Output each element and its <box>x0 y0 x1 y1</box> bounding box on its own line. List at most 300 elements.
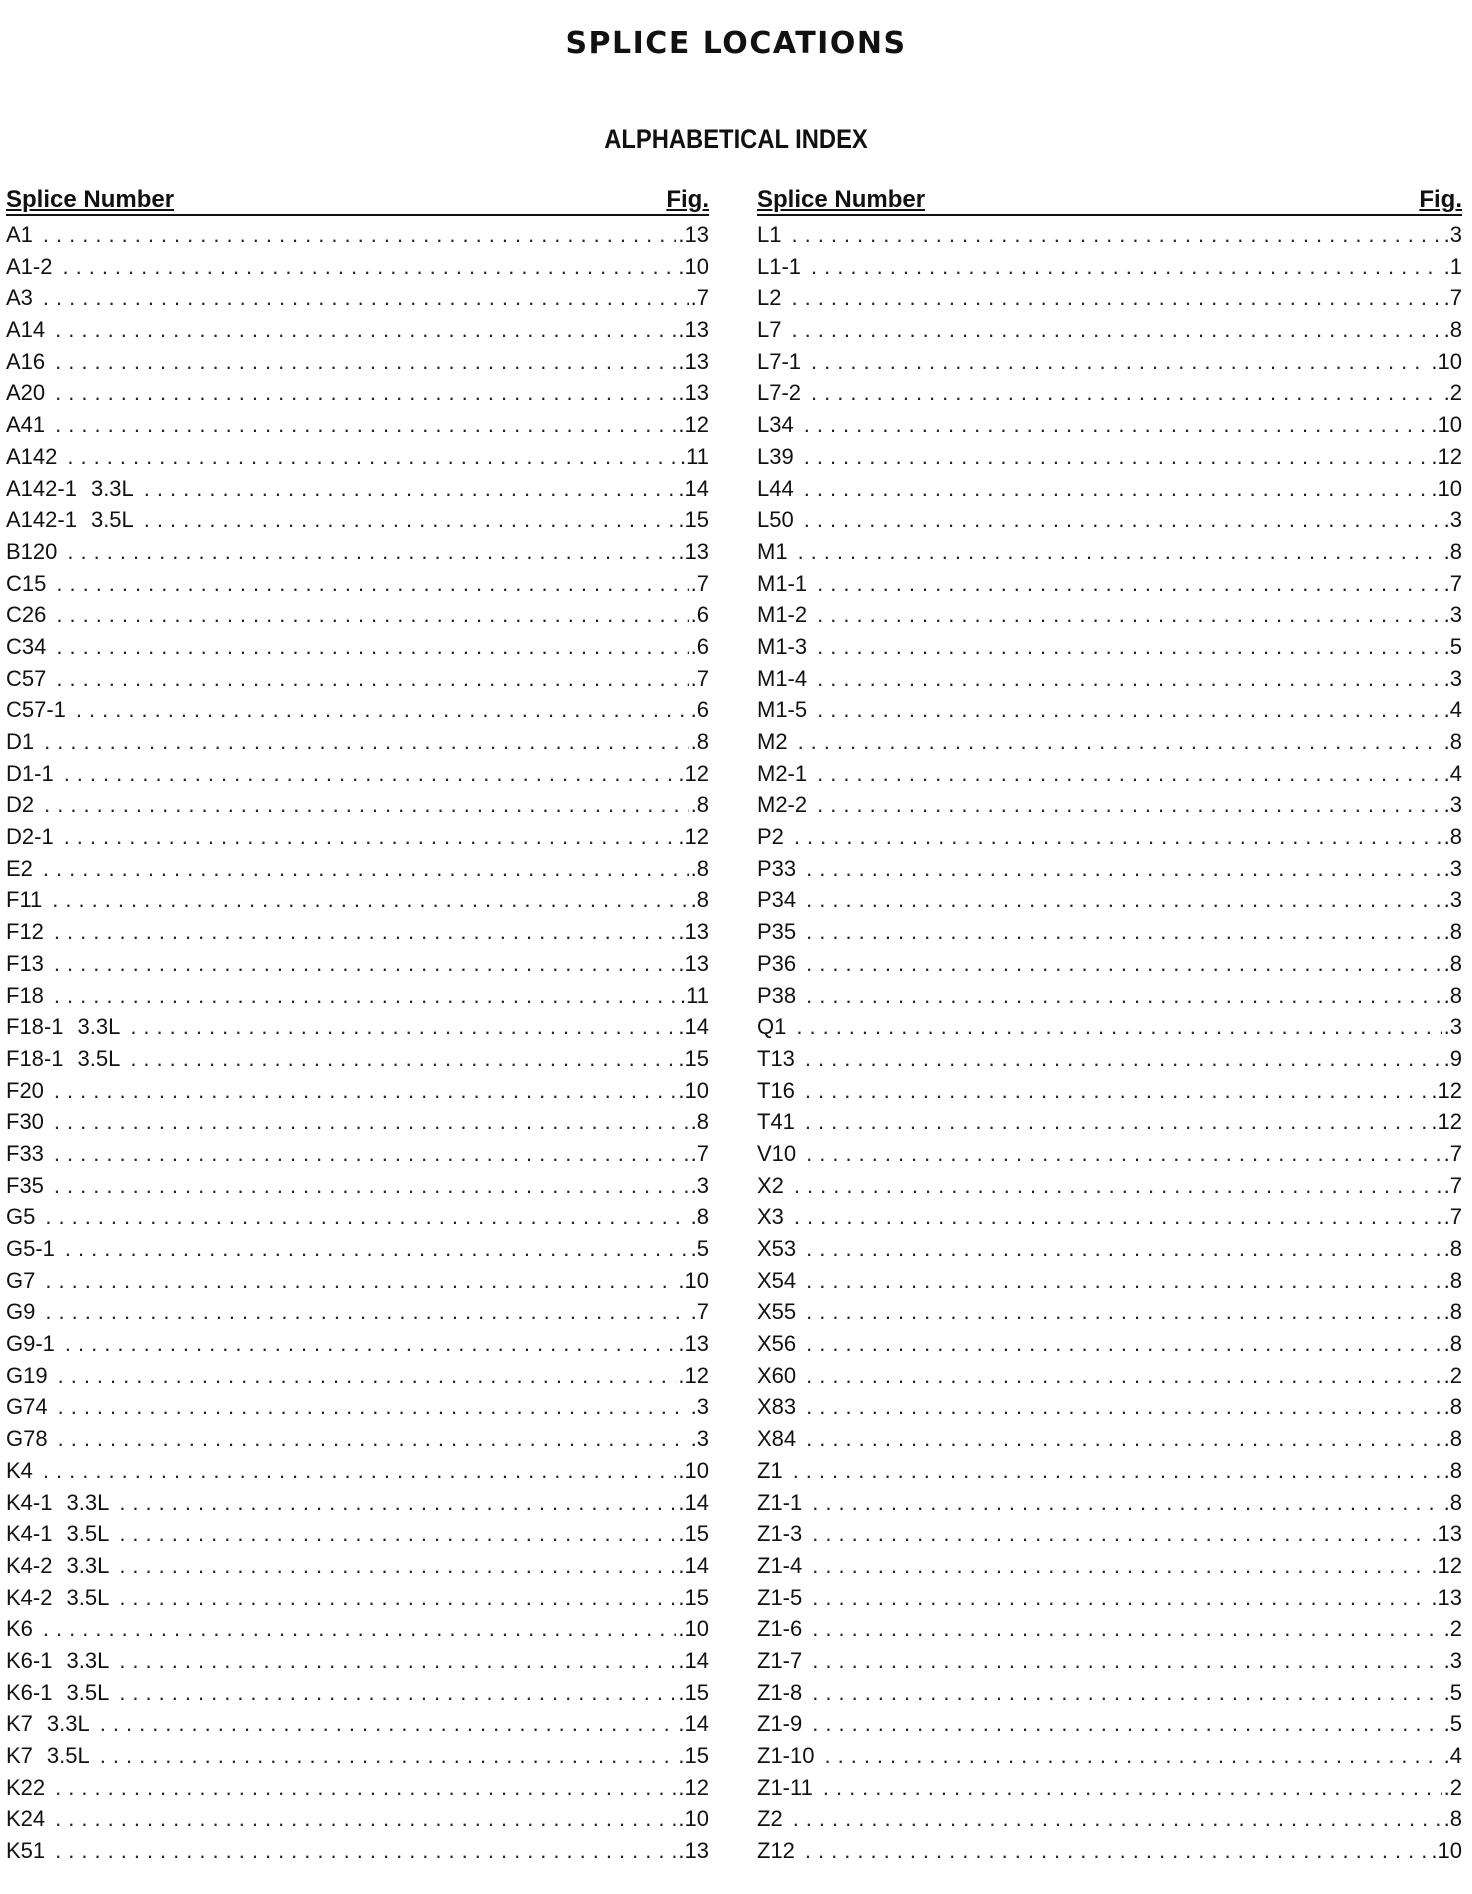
index-row <box>757 1740 1462 1772</box>
dot-leader <box>811 346 1429 378</box>
splice-id: F33 <box>6 1140 44 1166</box>
dot-leader <box>54 1075 676 1107</box>
figure-number: .13 <box>678 1838 709 1864</box>
figure-number: .2 <box>1443 380 1462 406</box>
splice-number <box>757 377 801 409</box>
index-row <box>6 1011 709 1043</box>
splice-id: K6 <box>6 1616 33 1642</box>
index-row <box>6 1835 709 1867</box>
index-row <box>6 1803 709 1835</box>
dot-leader <box>811 377 1442 409</box>
splice-id: A1 <box>6 222 33 247</box>
splice-id: P35 <box>757 919 797 945</box>
dot-leader <box>44 726 689 758</box>
index-row <box>6 219 709 251</box>
index-row <box>6 1106 709 1138</box>
dot-leader <box>794 821 1442 853</box>
index-row <box>6 1740 709 1772</box>
splice-number <box>757 504 794 536</box>
splice-id: K6-1 <box>6 1647 53 1673</box>
figure-number: .3 <box>1443 792 1462 818</box>
splice-number <box>757 1265 796 1297</box>
splice-id: A14 <box>6 317 46 343</box>
index-row <box>757 789 1462 821</box>
splice-id: M1-4 <box>757 665 808 691</box>
index-row <box>757 694 1462 726</box>
figure-number: .5 <box>1443 633 1462 659</box>
splice-id: F18-1 <box>6 1045 64 1071</box>
splice-number <box>757 536 788 568</box>
splice-id: L1 <box>757 222 782 247</box>
dot-leader <box>43 1455 676 1487</box>
splice-number <box>6 1550 109 1582</box>
splice-id: C26 <box>6 602 47 628</box>
splice-id: L2 <box>757 285 782 311</box>
engine-variant: 3.5L <box>90 507 134 533</box>
index-row <box>757 1550 1462 1582</box>
dot-leader <box>55 314 676 346</box>
figure-number: .13 <box>1431 1584 1462 1610</box>
index-row <box>757 1106 1462 1138</box>
index-row <box>6 1296 709 1328</box>
figure-number: .8 <box>690 1204 709 1230</box>
index-row <box>757 1835 1462 1867</box>
splice-number <box>757 1740 814 1772</box>
index-row <box>6 377 709 409</box>
splice-number <box>757 1233 796 1265</box>
splice-number <box>6 346 45 378</box>
index-row <box>757 346 1462 378</box>
figure-number: .12 <box>1431 1109 1462 1135</box>
splice-id: M2 <box>757 729 788 754</box>
figure-number: .10 <box>678 1267 709 1293</box>
figure-number: .12 <box>678 1362 709 1388</box>
splice-number <box>6 1360 48 1392</box>
splice-id: K4-1 <box>6 1489 53 1515</box>
index-row <box>6 1487 709 1519</box>
splice-number <box>6 599 46 631</box>
dot-leader <box>100 1740 677 1772</box>
splice-number <box>757 599 807 631</box>
splice-number <box>757 1455 783 1487</box>
dot-leader <box>119 1645 676 1677</box>
dot-leader <box>54 980 678 1012</box>
index-row <box>757 1677 1462 1709</box>
index-rows-left <box>6 219 709 1867</box>
index-row <box>6 821 709 853</box>
figure-number: .8 <box>1443 982 1462 1008</box>
engine-variant: 3.3L <box>46 1711 90 1737</box>
index-row <box>6 409 709 441</box>
splice-id: Z1-1 <box>757 1489 803 1515</box>
splice-id: T13 <box>757 1045 795 1071</box>
splice-id: Z2 <box>757 1806 783 1832</box>
splice-number <box>757 1391 796 1423</box>
dot-leader <box>119 1582 676 1614</box>
splice-number <box>757 980 796 1012</box>
index-row <box>6 758 709 790</box>
splice-number <box>757 821 784 853</box>
splice-id: P2 <box>757 824 784 850</box>
figure-number: .14 <box>678 475 709 501</box>
splice-number <box>757 1170 784 1202</box>
splice-id: A20 <box>6 380 46 406</box>
index-row <box>6 1582 709 1614</box>
splice-number <box>6 1582 109 1614</box>
dot-leader <box>64 821 677 853</box>
dot-leader <box>817 568 1442 600</box>
splice-number <box>6 1233 55 1265</box>
splice-number <box>6 1075 44 1107</box>
figure-number: .11 <box>680 982 709 1008</box>
dot-leader <box>812 1645 1441 1677</box>
index-row <box>6 441 709 473</box>
dot-leader <box>43 219 676 251</box>
figure-number: .8 <box>1443 950 1462 976</box>
splice-id: F35 <box>6 1172 44 1198</box>
figure-number: .7 <box>690 570 709 596</box>
dot-leader <box>798 536 1442 568</box>
dot-leader <box>58 1391 689 1423</box>
splice-id: X84 <box>757 1426 797 1452</box>
figure-number: .13 <box>678 1331 709 1357</box>
index-row <box>757 1518 1462 1550</box>
dot-leader <box>805 1835 1429 1867</box>
splice-number <box>6 1106 44 1138</box>
figure-number: .4 <box>1443 697 1462 723</box>
splice-id: M1-3 <box>757 633 808 659</box>
index-row <box>757 1328 1462 1360</box>
figure-number: .8 <box>1443 919 1462 945</box>
figure-number: .8 <box>1443 824 1462 850</box>
figure-number: .13 <box>1431 1521 1462 1547</box>
splice-number <box>757 1360 796 1392</box>
figure-number: .10 <box>678 253 709 279</box>
dot-leader <box>806 1233 1441 1265</box>
splice-id: B120 <box>6 538 58 564</box>
dot-leader <box>806 916 1441 948</box>
index-row <box>757 1075 1462 1107</box>
splice-number <box>757 251 801 283</box>
engine-variant: 3.3L <box>66 1489 110 1515</box>
splice-id: K4-2 <box>6 1584 53 1610</box>
index-row <box>6 568 709 600</box>
splice-number <box>6 916 44 948</box>
dot-leader <box>817 663 1442 695</box>
index-row <box>6 504 709 536</box>
splice-id: C15 <box>6 570 47 596</box>
figure-number: .7 <box>1443 570 1462 596</box>
figure-number: .14 <box>678 1489 709 1515</box>
index-row <box>757 1201 1462 1233</box>
index-row <box>757 663 1462 695</box>
index-row <box>757 1391 1462 1423</box>
figure-number: .3 <box>690 1426 709 1452</box>
dot-leader <box>806 1328 1441 1360</box>
splice-number <box>757 441 794 473</box>
index-row <box>757 409 1462 441</box>
splice-id: M1 <box>757 538 788 564</box>
index-row <box>6 1043 709 1075</box>
figure-number: .8 <box>1443 1394 1462 1420</box>
index-row <box>6 536 709 568</box>
dot-leader <box>54 916 676 948</box>
figure-number: .15 <box>678 1045 709 1071</box>
splice-id: X2 <box>757 1172 784 1198</box>
index-row <box>6 1708 709 1740</box>
dot-leader <box>43 282 689 314</box>
figure-number: .7 <box>690 285 709 311</box>
splice-id: Z12 <box>757 1838 795 1864</box>
index-row <box>6 1075 709 1107</box>
engine-variant: 3.5L <box>66 1679 110 1705</box>
splice-number-header: Splice Number <box>6 186 175 213</box>
dot-leader <box>804 473 1430 505</box>
index-row <box>6 1423 709 1455</box>
engine-variant: 3.5L <box>66 1584 110 1610</box>
splice-id: F18-1 <box>6 1014 64 1040</box>
index-row <box>757 282 1462 314</box>
splice-id: F12 <box>6 919 44 945</box>
splice-id: Z1-3 <box>757 1521 803 1547</box>
splice-number <box>757 1328 796 1360</box>
splice-number <box>757 1582 802 1614</box>
figure-number: .7 <box>690 1299 709 1325</box>
splice-number <box>757 1518 802 1550</box>
splice-id: F20 <box>6 1077 44 1103</box>
index-row <box>757 1645 1462 1677</box>
splice-number <box>6 1328 55 1360</box>
dot-leader <box>58 1360 677 1392</box>
splice-id: C57 <box>6 665 47 691</box>
splice-id: P34 <box>757 887 797 913</box>
figure-number: .3 <box>1443 602 1462 628</box>
splice-id: Z1-5 <box>757 1584 803 1610</box>
dot-leader <box>806 1265 1441 1297</box>
dot-leader <box>55 346 676 378</box>
splice-id: K4 <box>6 1457 33 1483</box>
figure-number: .15 <box>678 507 709 533</box>
splice-number <box>6 377 45 409</box>
splice-number <box>6 1487 109 1519</box>
figure-number: .7 <box>690 1140 709 1166</box>
engine-variant: 3.5L <box>46 1743 90 1768</box>
splice-number <box>6 251 52 283</box>
engine-variant: 3.5L <box>77 1045 121 1071</box>
index-row <box>6 980 709 1012</box>
splice-id: A142-1 <box>6 475 77 501</box>
index-row <box>757 219 1462 251</box>
column-header <box>6 182 709 216</box>
splice-number <box>757 1201 784 1233</box>
index-row <box>757 853 1462 885</box>
figure-number: .7 <box>1443 285 1462 311</box>
splice-number <box>757 631 807 663</box>
splice-id: K4-2 <box>6 1552 53 1578</box>
index-row <box>757 441 1462 473</box>
figure-number: .7 <box>1443 1172 1462 1198</box>
splice-id: X56 <box>757 1331 797 1357</box>
splice-number <box>6 980 44 1012</box>
splice-id: L50 <box>757 507 794 533</box>
figure-number: .3 <box>1443 887 1462 913</box>
splice-id: M2-2 <box>757 792 808 818</box>
dot-leader <box>56 568 688 600</box>
index-row <box>6 663 709 695</box>
index-row <box>6 1550 709 1582</box>
dot-leader <box>817 758 1442 790</box>
index-row <box>757 726 1462 758</box>
figure-number: .8 <box>1443 1299 1462 1325</box>
splice-id: K4-1 <box>6 1521 53 1547</box>
dot-leader <box>817 789 1442 821</box>
index-row <box>757 1487 1462 1519</box>
index-row <box>6 599 709 631</box>
dot-leader <box>806 980 1441 1012</box>
dot-leader <box>56 599 688 631</box>
index-row <box>757 314 1462 346</box>
figure-number: .12 <box>678 412 709 438</box>
index-row <box>6 884 709 916</box>
splice-number <box>6 948 44 980</box>
index-row <box>757 821 1462 853</box>
splice-number <box>757 1550 802 1582</box>
splice-number <box>757 1708 802 1740</box>
figure-number: .11 <box>680 443 709 469</box>
dot-leader <box>62 251 676 283</box>
fig-header: Fig. <box>1419 186 1462 213</box>
dot-leader <box>64 758 677 790</box>
figure-number: .14 <box>678 1014 709 1040</box>
figure-number: .13 <box>678 380 709 406</box>
dot-leader <box>793 1455 1442 1487</box>
splice-id: X55 <box>757 1299 797 1325</box>
dot-leader <box>67 536 676 568</box>
index-row <box>6 282 709 314</box>
index-row <box>757 1803 1462 1835</box>
dot-leader <box>55 409 676 441</box>
index-row <box>6 1360 709 1392</box>
dot-leader <box>55 377 676 409</box>
engine-variant: 3.5L <box>66 1521 110 1547</box>
splice-number <box>6 1201 35 1233</box>
figure-number: .12 <box>678 760 709 786</box>
figure-number: .8 <box>1443 1267 1462 1293</box>
index-row <box>6 1138 709 1170</box>
figure-number: .2 <box>1443 1362 1462 1388</box>
splice-number <box>6 1138 44 1170</box>
dot-leader <box>45 1296 688 1328</box>
dot-leader <box>44 789 689 821</box>
dot-leader <box>130 1043 676 1075</box>
figure-number: .5 <box>1443 1679 1462 1705</box>
figure-number: .8 <box>690 1109 709 1135</box>
dot-leader <box>794 1170 1442 1202</box>
splice-id: G78 <box>6 1426 48 1452</box>
figure-number: .15 <box>678 1679 709 1705</box>
dot-leader <box>55 1803 676 1835</box>
dot-leader <box>119 1518 676 1550</box>
dot-leader <box>806 1296 1441 1328</box>
splice-id: A3 <box>6 285 33 311</box>
splice-number <box>757 409 794 441</box>
splice-id: K22 <box>6 1774 46 1800</box>
splice-id: F13 <box>6 950 44 976</box>
index-row <box>6 1328 709 1360</box>
figure-number: .10 <box>678 1457 709 1483</box>
figure-number: .3 <box>1443 855 1462 881</box>
splice-id: G9-1 <box>6 1331 55 1357</box>
index-row <box>757 473 1462 505</box>
index-row <box>6 789 709 821</box>
dot-leader <box>806 1391 1441 1423</box>
dot-leader <box>817 631 1442 663</box>
dot-leader <box>812 1550 1429 1582</box>
splice-id: G7 <box>6 1267 36 1293</box>
dot-leader <box>806 1138 1441 1170</box>
splice-id: M1-1 <box>757 570 808 596</box>
dot-leader <box>100 1708 677 1740</box>
splice-id: L1-1 <box>757 253 802 279</box>
index-row <box>6 473 709 505</box>
figure-number: .7 <box>1443 1140 1462 1166</box>
dot-leader <box>54 1138 689 1170</box>
splice-id: X83 <box>757 1394 797 1420</box>
splice-id: A1-2 <box>6 253 53 279</box>
splice-number <box>757 568 807 600</box>
index-row <box>757 980 1462 1012</box>
index-row <box>757 568 1462 600</box>
dot-leader <box>43 853 689 885</box>
index-row <box>757 631 1462 663</box>
figure-number: .5 <box>1443 1711 1462 1737</box>
splice-number <box>6 884 42 916</box>
figure-number: .14 <box>678 1647 709 1673</box>
splice-id: Z1-11 <box>757 1774 813 1800</box>
dot-leader <box>52 884 688 916</box>
index-row <box>757 1613 1462 1645</box>
index-row <box>6 726 709 758</box>
fig-header: Fig. <box>666 186 709 213</box>
splice-number <box>6 663 46 695</box>
splice-id: L44 <box>757 475 794 501</box>
index-row <box>757 916 1462 948</box>
splice-id: Z1-8 <box>757 1679 803 1705</box>
splice-number <box>6 694 66 726</box>
splice-number <box>6 726 34 758</box>
index-row <box>6 1645 709 1677</box>
splice-id: P36 <box>757 950 797 976</box>
index-row <box>757 1265 1462 1297</box>
splice-id: V10 <box>757 1140 797 1166</box>
splice-number <box>757 1677 802 1709</box>
splice-id: Z1-4 <box>757 1552 803 1578</box>
dot-leader <box>119 1487 676 1519</box>
splice-number <box>757 1011 786 1043</box>
splice-number <box>757 1043 795 1075</box>
index-row <box>6 916 709 948</box>
figure-number: .12 <box>1431 443 1462 469</box>
figure-number: .12 <box>678 824 709 850</box>
dot-leader <box>804 409 1430 441</box>
index-column-left <box>6 182 709 1867</box>
dot-leader <box>76 694 689 726</box>
dot-leader <box>812 1518 1429 1550</box>
dot-leader <box>56 663 688 695</box>
splice-number <box>757 1138 796 1170</box>
dot-leader <box>806 884 1441 916</box>
splice-id: K51 <box>6 1838 46 1864</box>
